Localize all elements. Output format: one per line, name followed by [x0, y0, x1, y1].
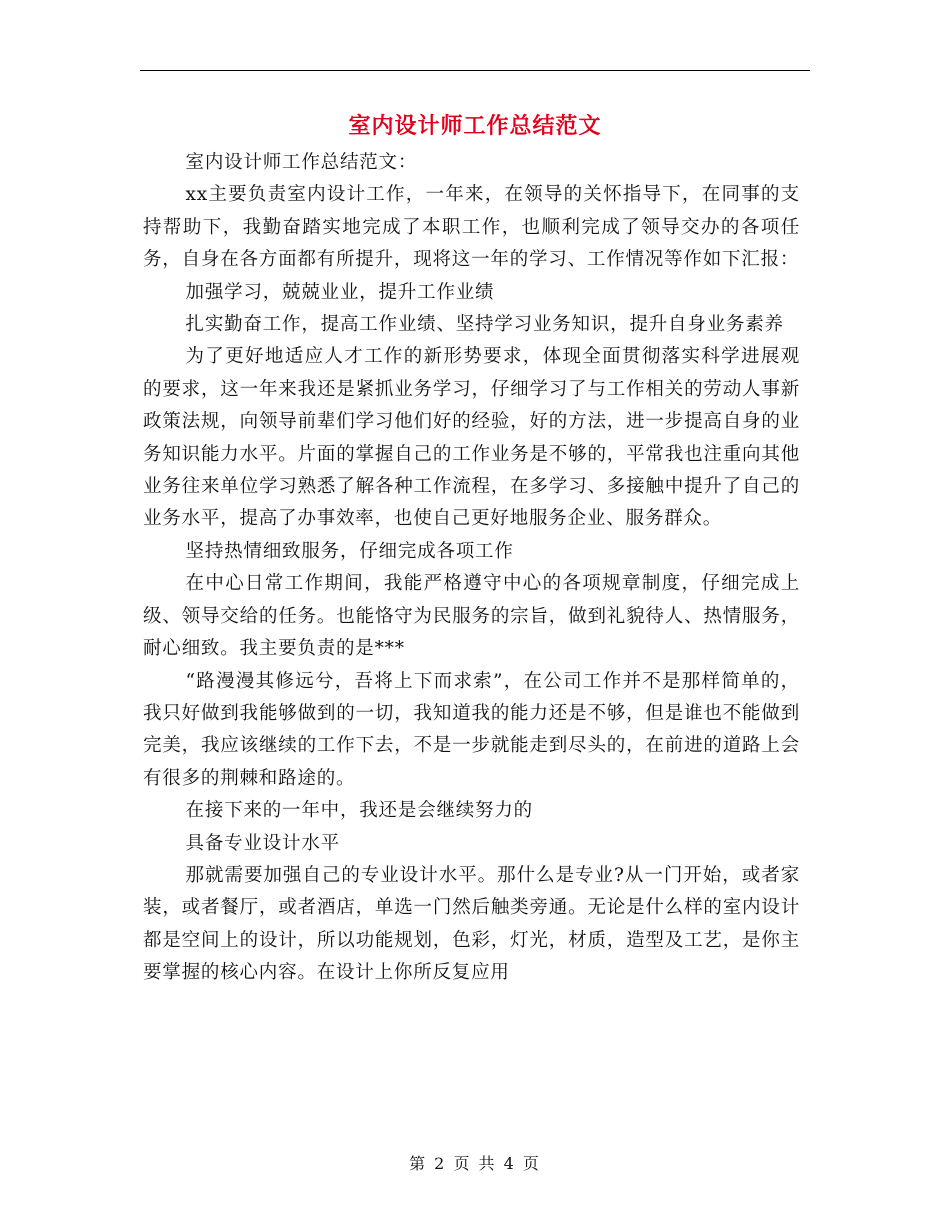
paragraph: 在接下来的一年中，我还是会继续努力的	[185, 800, 533, 822]
header-rule	[140, 70, 810, 71]
page-number-footer: 第 2 页 共 4 页	[409, 1154, 541, 1173]
paragraph: xx主要负责室内设计工作，一年来，在领导的关怀指导下，在同事的支持帮助下，我勤奋踏实地完成了本职工作，也顺利完成了领导交办的各项任务，自身在各方面都有所提升，现将这一年的学习、工作情况等作如下汇报：	[143, 184, 800, 271]
section-heading: 坚持热情细致服务，仔细完成各项工作	[185, 540, 514, 562]
paragraph: 为了更好地适应人才工作的新形势要求，体现全面贯彻落实科学进展观的要求，这一年来我还是紧抓业务学习，仔细学习了与工作相关的劳动人事新政策法规，向领导前辈们学习他们好的经验，好的方法，进一步提高自身的业务知识能力水平。片面的掌握自己的工作业务是不够的，平常我也注重向其他业务往来单位学习熟悉了解各种工作流程，在多学习、多接触中提升了自己的业务水平，提高了办事效率，也使自己更好地服务企业、服务群众。	[143, 346, 800, 530]
paragraph: 那就需要加强自己的专业设计水平。那什么是专业?从一门开始，或者家装，或者餐厅，或者酒店，单选一门然后触类旁通。无论是什么样的室内设计都是空间上的设计，所以功能规划，色彩，灯光，材质，造型及工艺，是你主要掌握的核心内容。在设计上你所反复应用	[143, 864, 800, 984]
document-title: 室内设计师工作总结范文	[348, 113, 602, 139]
paragraph: 室内设计师工作总结范文：	[185, 152, 418, 173]
document-body	[143, 147, 800, 990]
paragraph: “路漫漫其修远兮，吾将上下而求索”，在公司工作并不是那样简单的，我只好做到我能够做到的一切，我知道我的能力还是不够，但是谁也不能做到完美，我应该继续的工作下去，不是一步就能走到尽头的，在前进的道路上会有很多的荆棘和路途的。	[143, 670, 800, 789]
paragraph: 在中心日常工作期间，我能严格遵守中心的各项规章制度，仔细完成上级、领导交给的任务。也能恪守为民服务的宗旨，做到礼貌待人、热情服务，耐心细致。我主要负责的是***	[143, 573, 800, 660]
paragraph: 扎实勤奋工作，提高工作业绩、坚持学习业务知识，提升自身业务素养	[185, 314, 784, 336]
section-heading: 具备专业设计水平	[185, 832, 340, 854]
section-heading: 加强学习，兢兢业业，提升工作业绩	[185, 281, 495, 303]
